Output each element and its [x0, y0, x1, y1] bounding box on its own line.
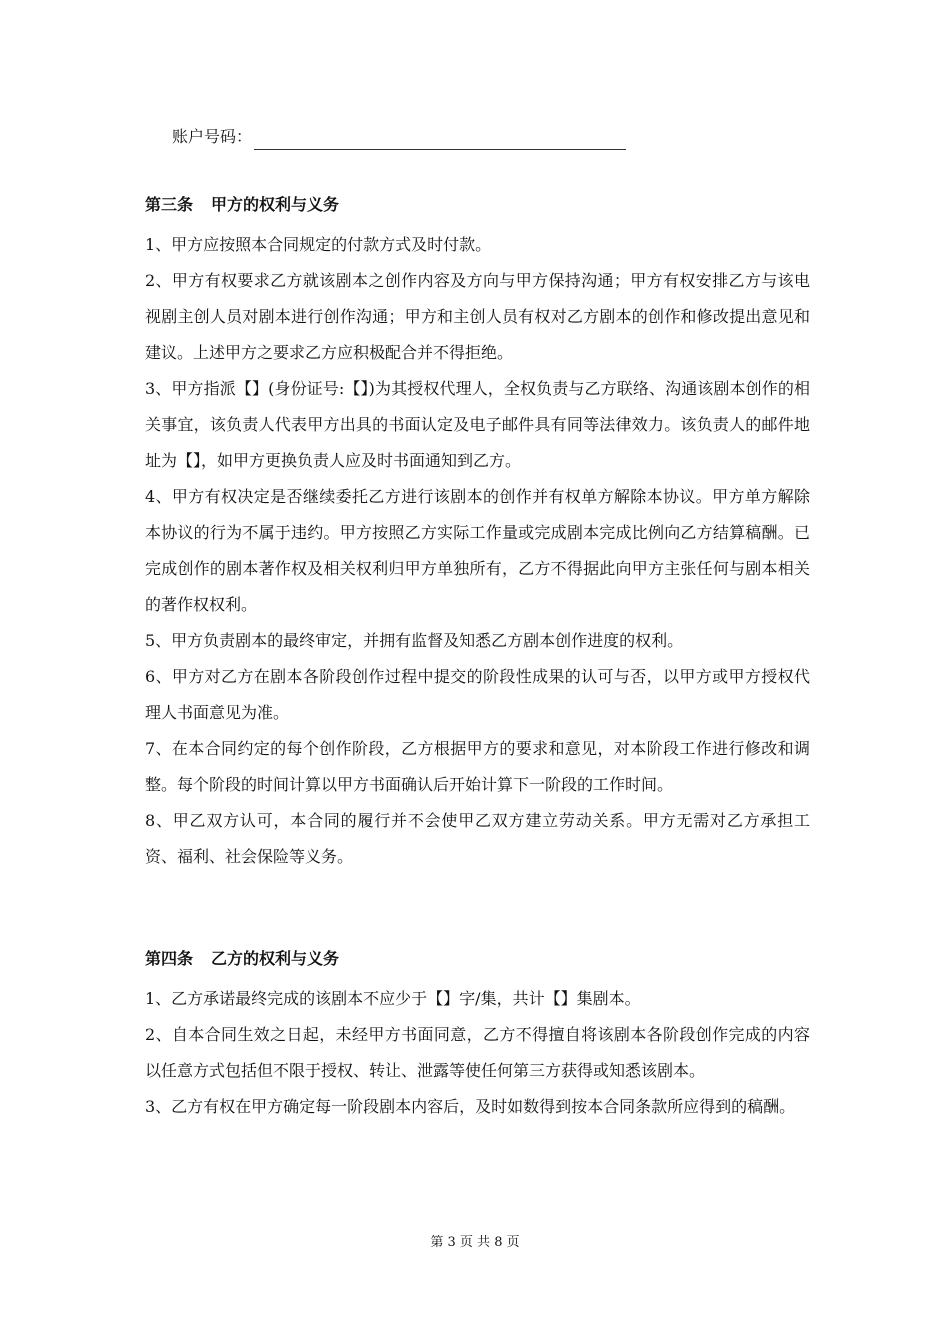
article-4 [145, 946, 810, 1125]
article-3-clause-2: 2、甲方有权要求乙方就该剧本之创作内容及方向与甲方保持沟通；甲方有权安排乙方与该电视剧主创人员对剧本进行创作沟通；甲方和主创人员有权对乙方剧本的创作和修改提出意见和建议。上述甲方之要求乙方应积极配合并不得拒绝。 [145, 271, 810, 362]
article-4-title: 乙方的权利与义务 [211, 949, 340, 968]
article-3 [145, 192, 810, 875]
article-3-title: 甲方的权利与义务 [211, 195, 340, 214]
article-4-number: 第四条 [145, 949, 194, 968]
article-4-heading [145, 946, 810, 972]
article-3-clause-8: 8、甲乙双方认可，本合同的履行并不会使甲乙双方建立劳动关系。甲方无需对乙方承担工资、福利、社会保险等义务。 [145, 811, 810, 866]
account-number-blank-line [254, 129, 626, 150]
article-3-clause-7: 7、在本合同约定的每个创作阶段，乙方根据甲方的要求和意见，对本阶段工作进行修改和调整。每个阶段的时间计算以甲方书面确认后开始计算下一阶段的工作时间。 [145, 739, 810, 794]
article-3-clause-5: 5、甲方负责剧本的最终审定，并拥有监督及知悉乙方剧本创作进度的权利。 [145, 631, 684, 650]
account-number-label: 账户号码： [172, 127, 253, 146]
article-4-clause-3: 3、乙方有权在甲方确定每一阶段剧本内容后，及时如数得到按本合同条款所应得到的稿酬。 [145, 1097, 796, 1116]
article-3-heading [145, 192, 810, 218]
article-3-clause-6: 6、甲方对乙方在剧本各阶段创作过程中提交的阶段性成果的认可与否，以甲方或甲方授权代理人书面意见为准。 [145, 667, 810, 722]
page-number-footer: 第 3 页 共 8 页 [430, 1235, 520, 1250]
account-number-row [172, 124, 626, 150]
article-3-clause-4: 4、甲方有权决定是否继续委托乙方进行该剧本的创作并有权单方解除本协议。甲方单方解除本协议的行为不属于违约。甲方按照乙方实际工作量或完成剧本完成比例向乙方结算稿酬。已完成创作的剧本著作权及相关权利归甲方单独所有，乙方不得据此向甲方主张任何与剧本相关的著作权权利。 [145, 487, 810, 614]
article-3-number: 第三条 [145, 195, 194, 214]
article-4-clause-1: 1、乙方承诺最终完成的该剧本不应少于【】字/集，共计【】集剧本。 [145, 989, 641, 1008]
article-3-clause-3: 3、甲方指派【】(身份证号:【】)为其授权代理人，全权负责与乙方联络、沟通该剧本创作的相关事宜，该负责人代表甲方出具的书面认定及电子邮件具有同等法律效力。该负责人的邮件地址为【】，如甲方更换负责人应及时书面通知到乙方。 [145, 379, 810, 470]
article-4-clause-2: 2、自本合同生效之日起，未经甲方书面同意，乙方不得擅自将该剧本各阶段创作完成的内容以任意方式包括但不限于授权、转让、泄露等使任何第三方获得或知悉该剧本。 [145, 1025, 810, 1080]
article-3-clause-1: 1、甲方应按照本合同规定的付款方式及时付款。 [145, 235, 492, 254]
